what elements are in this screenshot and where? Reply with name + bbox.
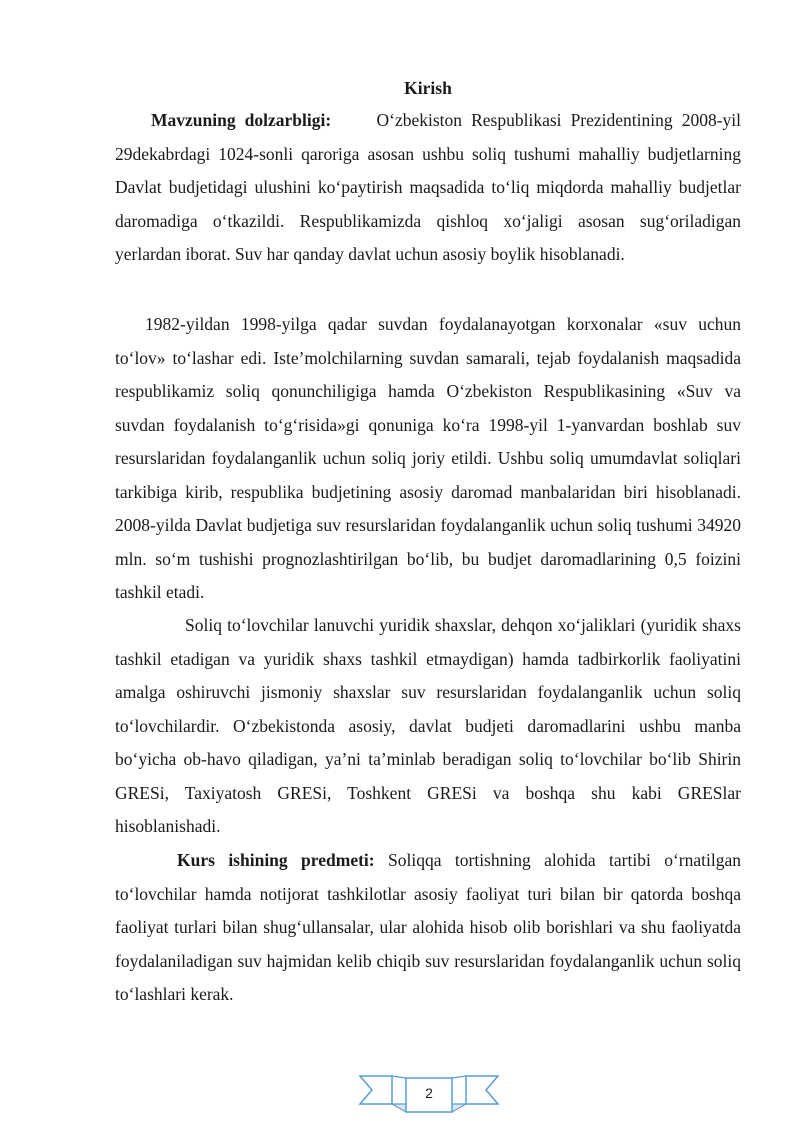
page-number-ribbon <box>358 1072 500 1116</box>
paragraph-relevance <box>115 104 741 272</box>
document-page <box>115 0 741 1131</box>
paragraph-lead: Kurs ishining predmeti: <box>177 850 375 870</box>
paragraph-text: 1982-yildan 1998-yilga qadar suvdan foydalanayotgan korxonalar «suv uchun to‘lov» to‘lashar edi. Iste’molchilarning suvdan samarali, tejab foydalanish maqsadida respublikamiz soliq qonunchiligiga hamda O‘zbekiston Respublikasining «Suv va suvdan foydalanish to‘g‘risida»gi qonuniga ko‘ra 1998-yil 1-yanvardan boshlab suv resurslaridan foydalanganlik uchun soliq joriy etildi. Ushbu soliq umumdavlat soliqlari tarkibiga kirib, respublika budjetining asosiy daromad manbalaridan biri hisoblanadi. 2008-yilda Davlat budjetiga suv resurslaridan foydalanganlik uchun soliq tushumi 34920 mln. so‘m tushishi prognozlashtirilgan bo‘lib, bu budjet daromadlarining 0,5 foizini tashkil etadi. <box>115 314 741 602</box>
paragraph-payers <box>115 609 741 844</box>
paragraph-subject <box>115 844 741 1012</box>
page-title: Kirish <box>404 78 452 98</box>
paragraph-text: O‘zbekiston Respublikasi Prezidentining 2008-yil 29dekabrdagi 1024-sonli qaroriga asosan ushbu soliq tushumi mahalliy budjetlarning Davlat budjetidagi ulushini ko‘paytirish maqsadida to‘liq miqdorda mahalliy budjetlar daromadiga o‘tkazildi. Respublikamizda qishloq xo‘jaligi asosan sug‘oriladigan yerlardan iborat. Suv har qanday davlat uchun asosiy boylik hisoblanadi. <box>115 110 741 264</box>
paragraph-text: Soliq to‘lovchilar lanuvchi yuridik shaxslar, dehqon xo‘jaliklari (yuridik shaxs tashkil etadigan va yuridik shaxs tashkil etmaydigan) hamda tadbirkorlik faoliyatini amalga oshiruvchi jismoniy shaxslar suv resurslaridan foydalanganlik uchun soliq to‘lovchilardir. O‘zbekistonda asosiy, davlat budjeti daromadlarini ushbu manba bo‘yicha ob-havo qiladigan, ya’ni ta’minlab beradigan soliq to‘lovchilar bo‘lib Shirin GRESi, Taxiyatosh GRESi, Toshkent GRESi va boshqa shu kabi GRESlar hisoblanishadi. <box>115 615 741 836</box>
paragraph-lead: Mavzuning dolzarbligi: <box>151 110 332 130</box>
paragraph-text: Soliqqa tortishning alohida tartibi o‘rnatilgan to‘lovchilar hamda notijorat tashkilotlar asosiy faoliyat turi bilan bir qatorda boshqa faoliyat turlari bilan shug‘ullansalar, ular alohida hisob olib borishlari va shu faoliyatda foydalaniladigan suv hajmidan kelib chiqib suv resurslaridan foydalanganlik uchun soliq to‘lashlari kerak. <box>115 850 741 1004</box>
paragraph-history <box>115 308 741 610</box>
page-number: 2 <box>425 1085 433 1101</box>
